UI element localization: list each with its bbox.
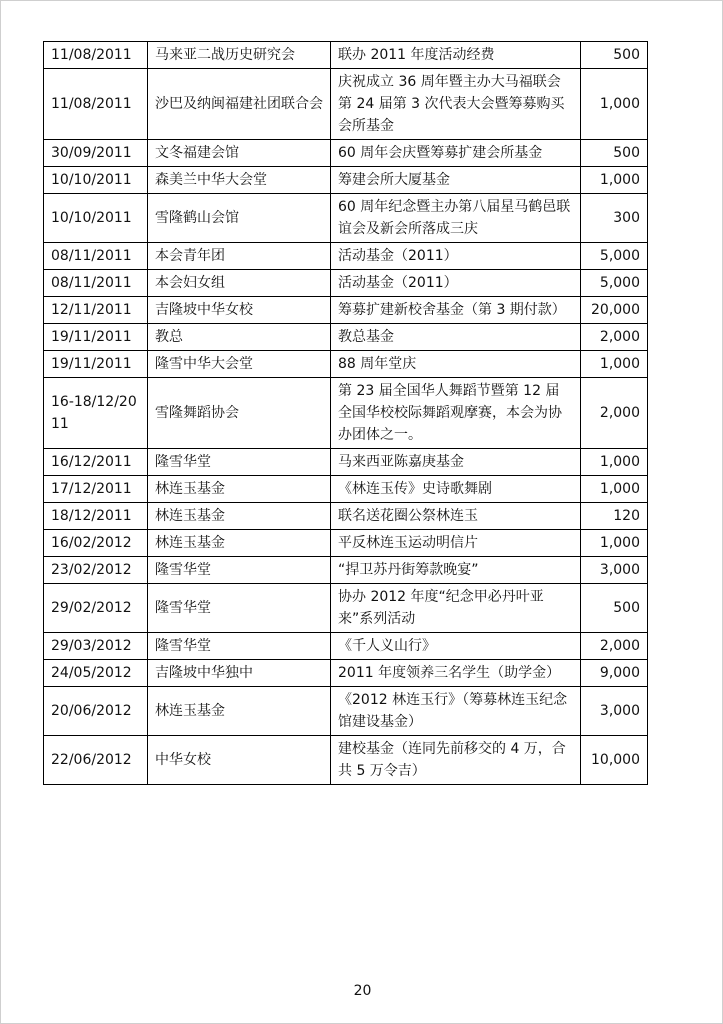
date-cell: 08/11/2011 (44, 270, 148, 297)
organization-cell: 沙巴及纳闽福建社团联合会 (148, 69, 331, 140)
organization-cell: 吉隆坡中华独中 (148, 660, 331, 687)
amount-cell: 5,000 (581, 270, 648, 297)
purpose-cell: “捍卫苏丹街筹款晚宴” (331, 557, 581, 584)
amount-cell: 3,000 (581, 557, 648, 584)
table-row (44, 503, 648, 530)
purpose-cell: 活动基金（2011） (331, 243, 581, 270)
amount-cell: 5,000 (581, 243, 648, 270)
date-cell: 30/09/2011 (44, 140, 148, 167)
organization-cell: 本会青年团 (148, 243, 331, 270)
amount-cell: 2,000 (581, 633, 648, 660)
organization-cell: 雪隆鹤山会馆 (148, 194, 331, 243)
table-row (44, 378, 648, 449)
amount-cell: 1,000 (581, 476, 648, 503)
organization-cell: 马来亚二战历史研究会 (148, 42, 331, 69)
table-row (44, 449, 648, 476)
amount-cell: 9,000 (581, 660, 648, 687)
date-cell: 22/06/2012 (44, 736, 148, 785)
table-row (44, 736, 648, 785)
purpose-cell: 教总基金 (331, 324, 581, 351)
organization-cell: 林连玉基金 (148, 687, 331, 736)
organization-cell: 隆雪华堂 (148, 633, 331, 660)
date-cell: 29/02/2012 (44, 584, 148, 633)
organization-cell: 隆雪中华大会堂 (148, 351, 331, 378)
date-cell: 20/06/2012 (44, 687, 148, 736)
table-row (44, 584, 648, 633)
table-row (44, 660, 648, 687)
table-row (44, 167, 648, 194)
table-row (44, 633, 648, 660)
organization-cell: 教总 (148, 324, 331, 351)
organization-cell: 森美兰中华大会堂 (148, 167, 331, 194)
date-cell: 17/12/2011 (44, 476, 148, 503)
date-cell: 19/11/2011 (44, 351, 148, 378)
amount-cell: 300 (581, 194, 648, 243)
table-row (44, 270, 648, 297)
table-row (44, 476, 648, 503)
organization-cell: 隆雪华堂 (148, 557, 331, 584)
purpose-cell: 60 周年纪念暨主办第八届星马鹤邑联谊会及新会所落成三庆 (331, 194, 581, 243)
table-row (44, 557, 648, 584)
table-row (44, 297, 648, 324)
purpose-cell: 《2012 林连玉行》（筹募林连玉纪念馆建设基金） (331, 687, 581, 736)
date-cell: 16/12/2011 (44, 449, 148, 476)
amount-cell: 120 (581, 503, 648, 530)
purpose-cell: 平反林连玉运动明信片 (331, 530, 581, 557)
organization-cell: 隆雪华堂 (148, 449, 331, 476)
amount-cell: 2,000 (581, 324, 648, 351)
date-cell: 11/08/2011 (44, 69, 148, 140)
amount-cell: 10,000 (581, 736, 648, 785)
organization-cell: 林连玉基金 (148, 476, 331, 503)
date-cell: 29/03/2012 (44, 633, 148, 660)
organization-cell: 中华女校 (148, 736, 331, 785)
amount-cell: 1,000 (581, 351, 648, 378)
table-row (44, 69, 648, 140)
amount-cell: 1,000 (581, 449, 648, 476)
date-cell: 24/05/2012 (44, 660, 148, 687)
table-row (44, 687, 648, 736)
amount-cell: 500 (581, 584, 648, 633)
date-cell: 16/02/2012 (44, 530, 148, 557)
date-cell: 11/08/2011 (44, 42, 148, 69)
donations-table (43, 41, 648, 785)
amount-cell: 500 (581, 140, 648, 167)
purpose-cell: 协办 2012 年度“纪念甲必丹叶亚来”系列活动 (331, 584, 581, 633)
purpose-cell: 筹建会所大厦基金 (331, 167, 581, 194)
organization-cell: 隆雪华堂 (148, 584, 331, 633)
amount-cell: 1,000 (581, 69, 648, 140)
date-cell: 19/11/2011 (44, 324, 148, 351)
organization-cell: 文冬福建会馆 (148, 140, 331, 167)
date-cell: 10/10/2011 (44, 194, 148, 243)
table-row (44, 243, 648, 270)
organization-cell: 雪隆舞蹈协会 (148, 378, 331, 449)
organization-cell: 林连玉基金 (148, 530, 331, 557)
table-row (44, 351, 648, 378)
amount-cell: 1,000 (581, 167, 648, 194)
purpose-cell: 88 周年堂庆 (331, 351, 581, 378)
amount-cell: 1,000 (581, 530, 648, 557)
amount-cell: 2,000 (581, 378, 648, 449)
organization-cell: 林连玉基金 (148, 503, 331, 530)
amount-cell: 20,000 (581, 297, 648, 324)
date-cell: 23/02/2012 (44, 557, 148, 584)
table-row (44, 42, 648, 69)
date-cell: 12/11/2011 (44, 297, 148, 324)
page-number: 20 (353, 983, 372, 999)
purpose-cell: 60 周年会庆暨筹募扩建会所基金 (331, 140, 581, 167)
table-row (44, 324, 648, 351)
date-cell: 18/12/2011 (44, 503, 148, 530)
purpose-cell: 建校基金（连同先前移交的 4 万，合共 5 万令吉） (331, 736, 581, 785)
purpose-cell: 第 23 届全国华人舞蹈节暨第 12 届全国华校校际舞蹈观摩赛，本会为协办团体之一。 (331, 378, 581, 449)
table-row (44, 530, 648, 557)
purpose-cell: 2011 年度领养三名学生（助学金） (331, 660, 581, 687)
donations-table-body (44, 42, 648, 785)
organization-cell: 本会妇女组 (148, 270, 331, 297)
date-cell: 08/11/2011 (44, 243, 148, 270)
date-cell: 10/10/2011 (44, 167, 148, 194)
table-row (44, 194, 648, 243)
purpose-cell: 庆祝成立 36 周年暨主办大马福联会第 24 届第 3 次代表大会暨筹募购买会所基金 (331, 69, 581, 140)
amount-cell: 500 (581, 42, 648, 69)
amount-cell: 3,000 (581, 687, 648, 736)
purpose-cell: 《林连玉传》史诗歌舞剧 (331, 476, 581, 503)
purpose-cell: 《千人义山行》 (331, 633, 581, 660)
purpose-cell: 马来西亚陈嘉庚基金 (331, 449, 581, 476)
purpose-cell: 筹募扩建新校舍基金（第 3 期付款） (331, 297, 581, 324)
table-row (44, 140, 648, 167)
purpose-cell: 联名送花圈公祭林连玉 (331, 503, 581, 530)
purpose-cell: 活动基金（2011） (331, 270, 581, 297)
purpose-cell: 联办 2011 年度活动经费 (331, 42, 581, 69)
date-cell: 16-18/12/2011 (44, 378, 148, 449)
organization-cell: 吉隆坡中华女校 (148, 297, 331, 324)
